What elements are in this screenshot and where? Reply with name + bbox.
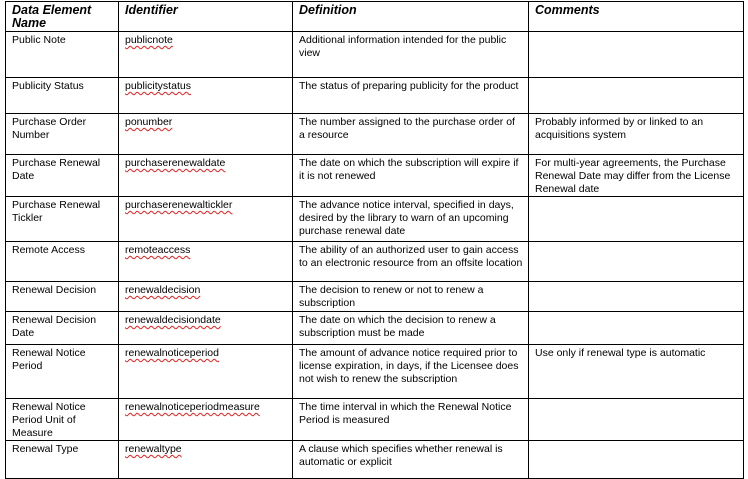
header-definition: Definition — [293, 2, 529, 32]
cell-definition: The amount of advance notice required prior to license expiration, in days, if the Licensee does not wish to renew the subscription — [293, 345, 529, 399]
cell-name: Renewal Type — [6, 441, 119, 479]
table-row — [6, 114, 744, 155]
cell-definition: The date on which the subscription will expire if it is not renewed — [293, 155, 529, 197]
identifier-text: renewaltype — [125, 443, 182, 455]
cell-name: Renewal Notice Period — [6, 345, 119, 399]
cell-comments: Use only if renewal type is automatic — [529, 345, 744, 399]
cell-name: Purchase Renewal Date — [6, 155, 119, 197]
cell-name: Renewal Decision — [6, 282, 119, 312]
identifier-text: purchaserenewaldate — [125, 157, 226, 169]
identifier-text: purchaserenewaltickler — [125, 199, 233, 211]
cell-definition: A clause which specifies whether renewal is automatic or explicit — [293, 441, 529, 479]
cell-identifier — [119, 441, 293, 479]
cell-definition: The ability of an authorized user to gain access to an electronic resource from an offsite location — [293, 242, 529, 282]
cell-comments: Probably informed by or linked to an acquisitions system — [529, 114, 744, 155]
cell-identifier — [119, 197, 293, 242]
header-data-element-name: Data Element Name — [6, 2, 119, 32]
cell-comments — [529, 399, 744, 441]
identifier-text: publicnote — [125, 34, 173, 46]
cell-identifier — [119, 155, 293, 197]
cell-comments: For multi-year agreements, the Purchase Renewal Date may differ from the License Renewal date — [529, 155, 744, 197]
table-row — [6, 32, 744, 78]
table-row — [6, 155, 744, 197]
cell-identifier — [119, 242, 293, 282]
table-row — [6, 441, 744, 479]
cell-comments — [529, 78, 744, 114]
cell-definition: The status of preparing publicity for the product — [293, 78, 529, 114]
cell-name: Public Note — [6, 32, 119, 78]
data-element-table — [5, 1, 744, 479]
cell-name: Renewal Decision Date — [6, 312, 119, 345]
cell-name: Renewal Notice Period Unit of Measure — [6, 399, 119, 441]
table-row — [6, 197, 744, 242]
cell-identifier — [119, 399, 293, 441]
table-row — [6, 282, 744, 312]
cell-name: Purchase Renewal Tickler — [6, 197, 119, 242]
cell-comments — [529, 282, 744, 312]
data-element-table-container — [5, 1, 743, 479]
table-row — [6, 345, 744, 399]
cell-comments — [529, 242, 744, 282]
cell-identifier — [119, 282, 293, 312]
cell-comments — [529, 441, 744, 479]
header-comments: Comments — [529, 2, 744, 32]
identifier-text: renewaldecisiondate — [125, 314, 221, 326]
cell-identifier — [119, 312, 293, 345]
cell-definition: The time interval in which the Renewal Notice Period is measured — [293, 399, 529, 441]
cell-comments — [529, 312, 744, 345]
identifier-text: renewalnoticeperiod — [125, 347, 219, 359]
identifier-text: renewaldecision — [125, 284, 201, 296]
cell-definition: The date on which the decision to renew a subscription must be made — [293, 312, 529, 345]
cell-name: Purchase Order Number — [6, 114, 119, 155]
cell-comments — [529, 197, 744, 242]
table-row — [6, 399, 744, 441]
table-row — [6, 242, 744, 282]
cell-name: Remote Access — [6, 242, 119, 282]
cell-identifier — [119, 114, 293, 155]
header-identifier: Identifier — [119, 2, 293, 32]
header-row — [6, 2, 744, 32]
cell-definition: The advance notice interval, specified in days, desired by the library to warn of an upcoming purchase renewal date — [293, 197, 529, 242]
cell-identifier — [119, 345, 293, 399]
cell-identifier — [119, 78, 293, 114]
identifier-text: remoteaccess — [125, 244, 191, 256]
cell-definition: The decision to renew or not to renew a subscription — [293, 282, 529, 312]
cell-identifier — [119, 32, 293, 78]
identifier-text: publicitystatus — [125, 80, 191, 92]
table-row — [6, 312, 744, 345]
cell-comments — [529, 32, 744, 78]
cell-definition: The number assigned to the purchase order of a resource — [293, 114, 529, 155]
identifier-text: renewalnoticeperiodmeasure — [125, 401, 260, 413]
table-row — [6, 78, 744, 114]
cell-name: Publicity Status — [6, 78, 119, 114]
cell-definition: Additional information intended for the public view — [293, 32, 529, 78]
identifier-text: ponumber — [125, 116, 173, 128]
